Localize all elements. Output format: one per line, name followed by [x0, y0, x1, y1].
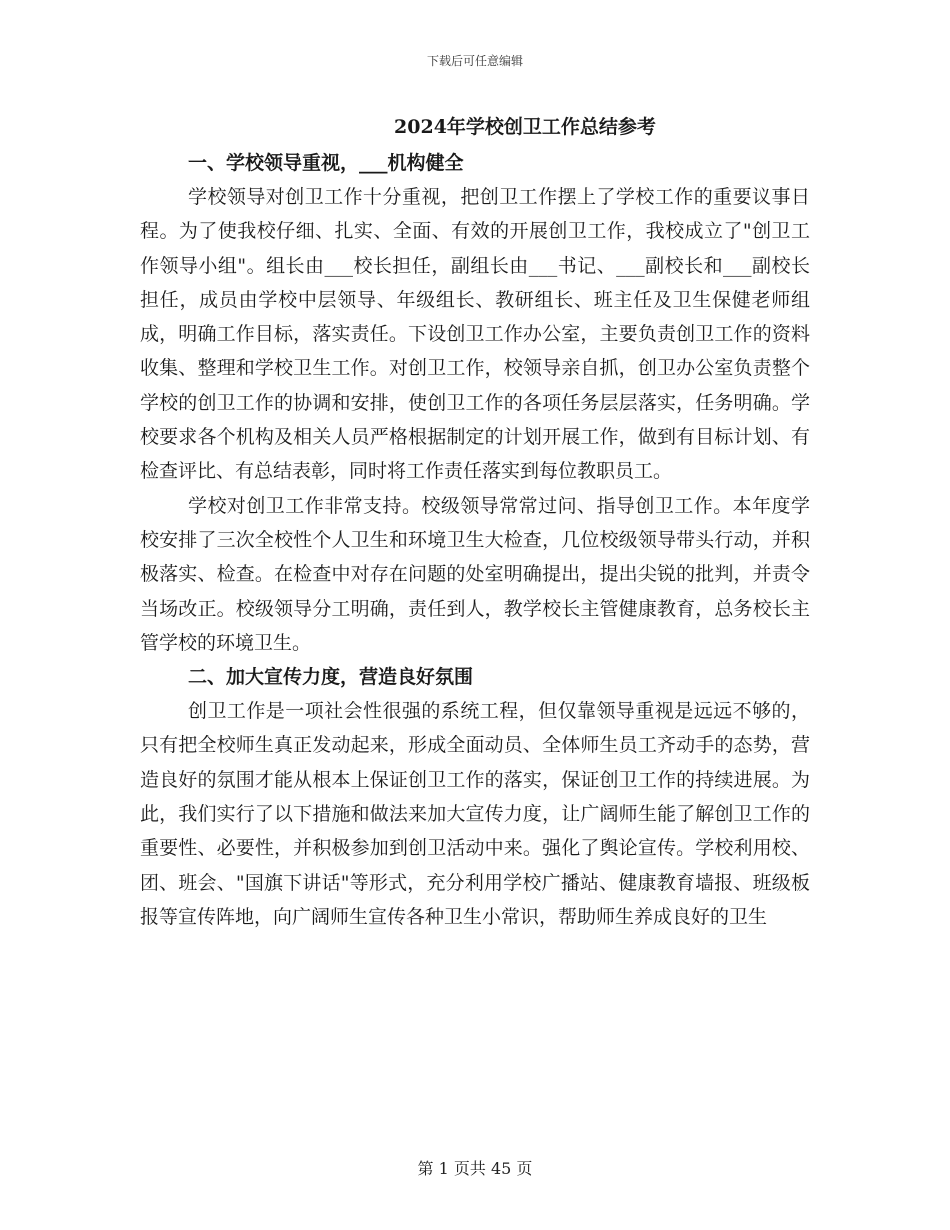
page-footer: 第 1 页共 45 页	[417, 1159, 533, 1178]
paragraph: 学校对创卫工作非常支持。校级领导常常过问、指导创卫工作。本年度学校安排了三次全校性个人卫生和环境卫生大检查，几位校级领导带头行动，并积极落实、检查。在检查中对存在问题的处室明确提出，提出尖锐的批判，并责令当场改正。校级领导分工明确，责任到人，教学校长主管健康教育，总务校长主管学校的环境卫生。	[140, 494, 810, 654]
document-title: 2024年学校创卫工作总结参考	[394, 116, 656, 138]
paragraph: 学校领导对创卫工作十分重视，把创卫工作摆上了学校工作的重要议事日程。为了使我校仔细、扎实、全面、有效的开展创卫工作，我校成立了"创卫工作领导小组"。组长由___校长担任，副组长由___书记、___副校长和___副校长担任，成员由学校中层领导、年级组长、教研组长、班主任及卫生保健老师组成，明确工作目标，落实责任。下设创卫工作办公室，主要负责创卫工作的资料收集、整理和学校卫生工作。对创卫工作，校领导亲自抓，创卫办公室负责整个学校的创卫工作的协调和安排，使创卫工作的各项任务层层落实，任务明确。学校要求各个机构及相关人员严格根据制定的计划开展工作，做到有目标计划、有检查评比、有总结表彰，同时将工作责任落实到每位教职员工。	[140, 186, 810, 483]
document-body	[140, 108, 810, 934]
section-heading-1: 一、学校领导重视，___机构健全	[188, 152, 464, 174]
paragraph: 创卫工作是一项社会性很强的系统工程，但仅靠领导重视是远远不够的，只有把全校师生真正发动起来，形成全面动员、全体师生员工齐动手的态势，营造良好的氛围才能从根本上保证创卫工作的落实，保证创卫工作的持续进展。为此，我们实行了以下措施和做法来加大宣传力度，让广阔师生能了解创卫工作的重要性、必要性，并积极参加到创卫活动中来。强化了舆论宣传。学校利用校、团、班会、"国旗下讲话"等形式，充分利用学校广播站、健康教育墙报、班级板报等宣传阵地，向广阔师生宣传各种卫生小常识，帮助师生养成良好的卫生	[140, 700, 810, 928]
section-heading-2: 二、加大宣传力度，营造良好氛围	[188, 666, 474, 689]
page-header: 下载后可任意编辑	[426, 54, 523, 68]
